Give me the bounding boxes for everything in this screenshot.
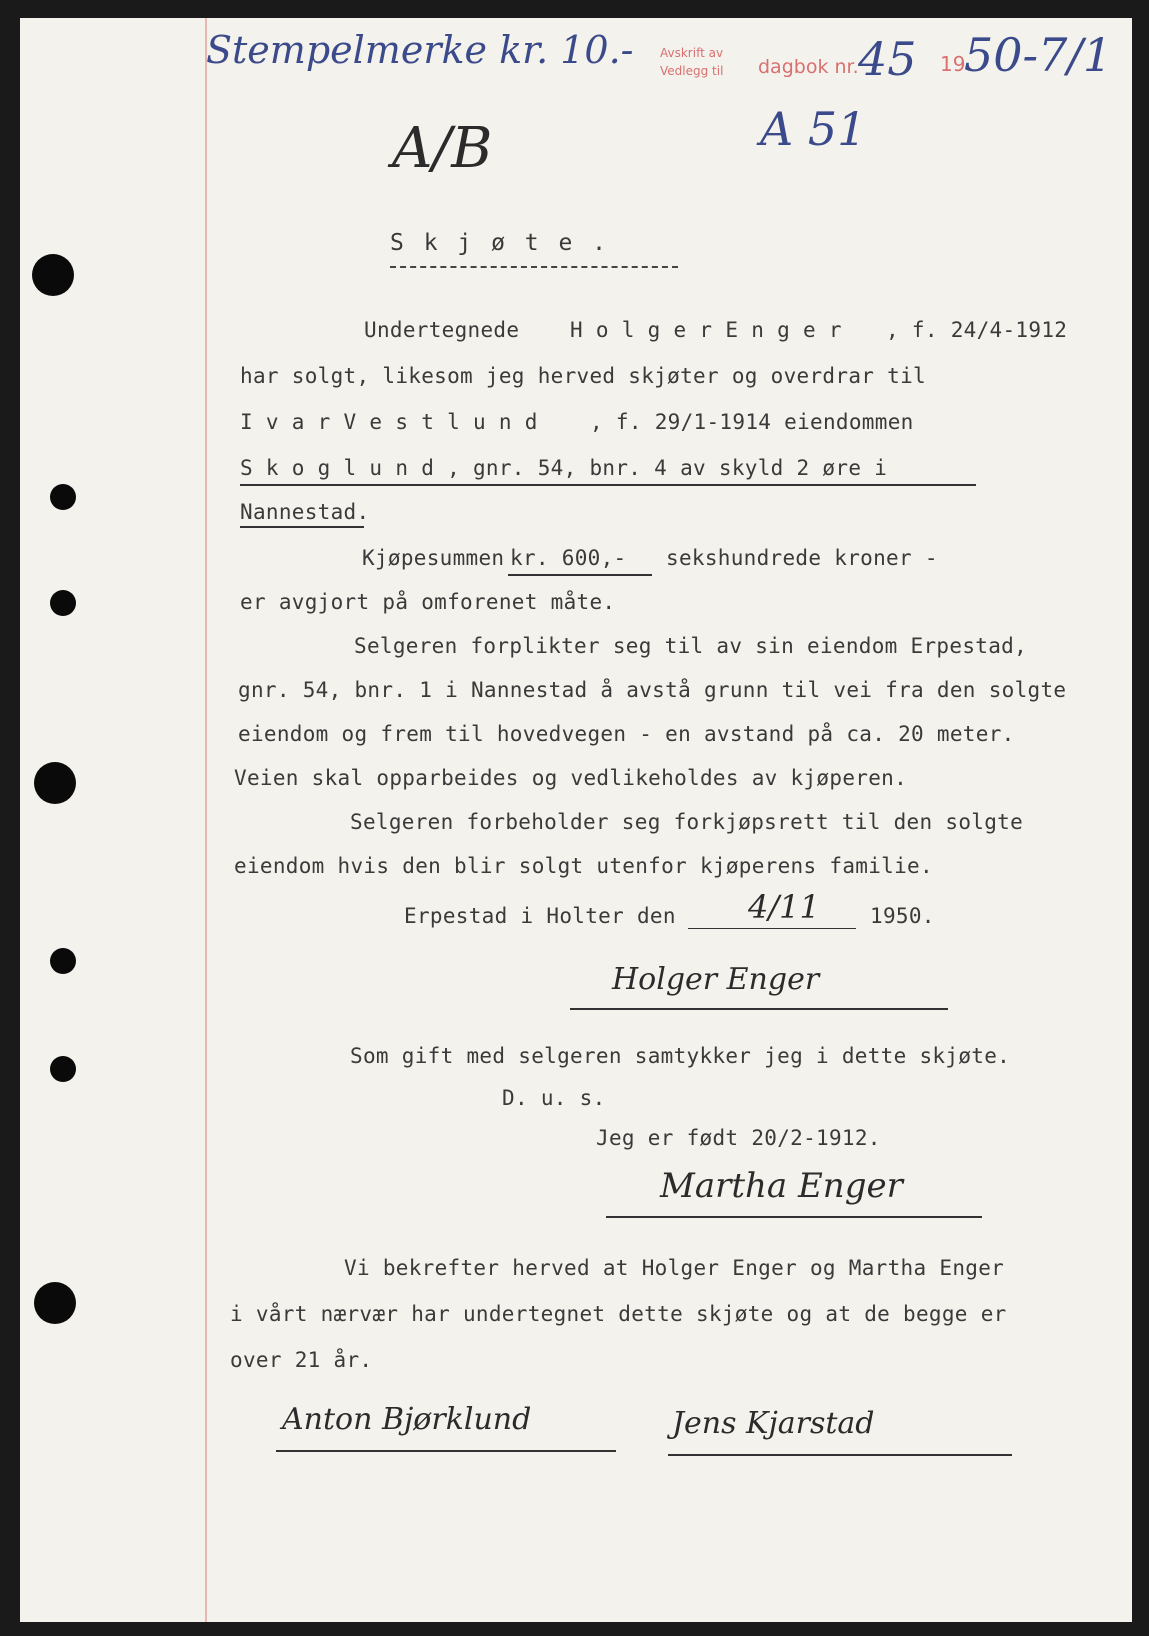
witness2-signature-line <box>668 1454 1012 1456</box>
buyer-name: I v a r V e s t l u n d <box>240 410 538 434</box>
dus-abbrev: D. u. s. <box>502 1086 606 1110</box>
document-page <box>20 18 1132 1622</box>
register-mark: A 51 <box>760 102 867 156</box>
year-date: 50-7/1 <box>964 28 1113 82</box>
document-title: S k j ø t e . <box>390 230 610 256</box>
price-underline <box>508 574 652 576</box>
spouse-signature: Martha Enger <box>660 1166 903 1206</box>
seller-signature-line <box>570 1008 948 1010</box>
dagbok-number: 45 <box>858 32 917 86</box>
witness2-signature: Jens Kjarstad <box>672 1406 875 1441</box>
price-amount: kr. 600,- <box>510 546 627 570</box>
municipality-underline <box>240 526 364 528</box>
punch-hole <box>32 254 74 296</box>
para2-line1: Selgeren forbeholder seg forkjøpsrett til den solgte <box>350 810 1024 834</box>
punch-hole <box>50 948 76 974</box>
witness1-signature-line <box>276 1450 616 1452</box>
punch-hole <box>34 1282 76 1324</box>
red-margin-line <box>205 18 207 1622</box>
red-label-top: Avskrift av <box>660 46 724 60</box>
punch-hole <box>50 590 76 616</box>
price-line2: er avgjort på omforenet måte. <box>240 590 616 614</box>
para2-line2: eiendom hvis den blir solgt utenfor kjøperens familie. <box>234 854 933 878</box>
price-words: sekshundrede kroner - <box>666 546 938 570</box>
property-underline <box>240 484 976 486</box>
para1-line4: Veien skal opparbeides og vedlikeholdes av kjøperen. <box>234 766 908 790</box>
para1-line2: gnr. 54, bnr. 1 i Nannestad å avstå grunn til vei fra den solgte <box>238 678 1067 702</box>
witness1-signature: Anton Bjørklund <box>282 1402 532 1437</box>
red-label-dagbok: dagbok nr. <box>758 56 859 78</box>
red-label-bottom: Vedlegg til <box>660 64 724 78</box>
body-line3-b: , f. 29/1-1914 eiendommen <box>590 410 914 434</box>
body-line1-a: Undertegnede <box>364 318 520 342</box>
price-label: Kjøpesummen <box>362 546 505 570</box>
property-line: S k o g l u n d , gnr. 54, bnr. 4 av skyld 2 øre i <box>240 456 888 480</box>
punch-hole <box>50 484 76 510</box>
spouse-signature-line <box>606 1216 982 1218</box>
year-prefix: 19 <box>940 52 966 76</box>
spouse-born: Jeg er født 20/2-1912. <box>596 1126 881 1150</box>
witness-line2: i vårt nærvær har undertegnet dette skjøte og at de begge er <box>230 1302 1007 1326</box>
spouse-consent: Som gift med selgeren samtykker jeg i dette skjøte. <box>350 1044 1011 1068</box>
date-blank-line <box>688 928 856 929</box>
municipality: Nannestad. <box>240 500 370 524</box>
witness-line1: Vi bekrefter herved at Holger Enger og Martha Enger <box>344 1256 1005 1280</box>
place-date-handwritten: 4/11 <box>748 888 820 926</box>
seller-name: H o l g e r E n g e r <box>570 318 842 342</box>
place-date-label: Erpestad i Holter den <box>404 904 676 928</box>
punch-hole <box>34 762 76 804</box>
witness-line3: over 21 år. <box>230 1348 373 1372</box>
para1-line1: Selgeren forplikter seg til av sin eiendom Erpestad, <box>354 634 1028 658</box>
punch-hole <box>50 1056 76 1082</box>
seller-signature: Holger Enger <box>612 962 820 997</box>
title-underline <box>390 266 678 268</box>
body-line1-b: , f. 24/4-1912 <box>886 318 1068 342</box>
place-date-year: 1950. <box>870 904 935 928</box>
para1-line3: eiendom og frem til hovedvegen - en avstand på ca. 20 meter. <box>238 722 1015 746</box>
body-line2: har solgt, likesom jeg herved skjøter og overdrar til <box>240 364 926 388</box>
stamp-note: Stempelmerke kr. 10.- <box>206 28 634 72</box>
initials: A/B <box>392 116 493 181</box>
